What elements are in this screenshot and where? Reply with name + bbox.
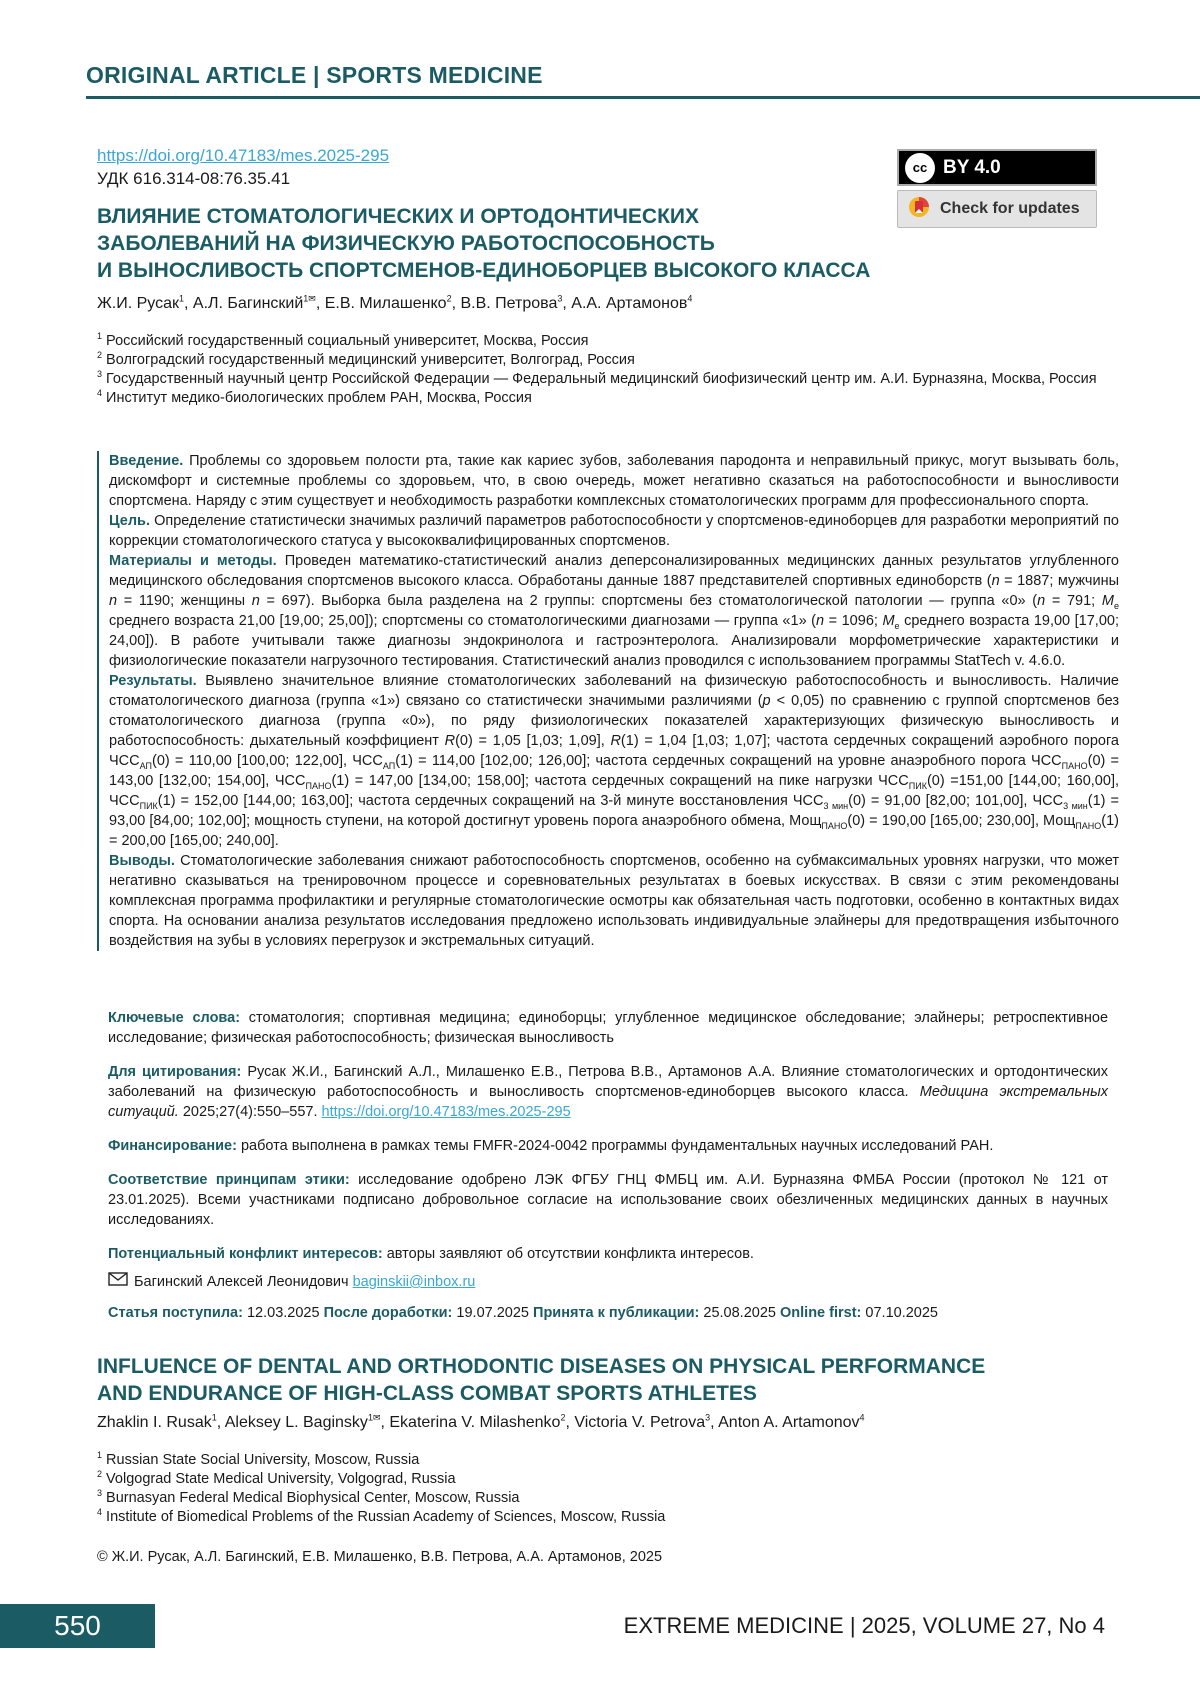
affil-num: 1 bbox=[97, 1450, 103, 1461]
keywords-text: стоматология; спортивная медицина; единоборцы; углубленное медицинское обследование; элайнеры; ретроспективное исследование; физическая работоспособность; физическая выносливость bbox=[108, 1010, 1109, 1046]
affil-num: 2 bbox=[97, 1469, 103, 1480]
hr-sub: ПИК bbox=[139, 800, 158, 811]
author-sep: , bbox=[315, 295, 325, 312]
contact-email-link[interactable]: baginskii@inbox.ru bbox=[352, 1274, 476, 1290]
affil-text: Волгоградский государственный медицинский университет, Волгоград, Россия bbox=[106, 352, 635, 368]
page-number: 550 bbox=[0, 1604, 155, 1648]
intro-label: Введение. bbox=[109, 453, 184, 469]
affil-text: Russian State Social University, Moscow, Russia bbox=[106, 1452, 420, 1468]
contact-name: Багинский Алексей Леонидович bbox=[134, 1274, 349, 1290]
n-symbol: n bbox=[109, 593, 118, 609]
abstract-aim bbox=[109, 511, 1119, 551]
median-sub: e bbox=[894, 620, 900, 631]
author-name: Ekaterina V. Milashenko bbox=[389, 1414, 561, 1431]
ethics bbox=[108, 1170, 1108, 1230]
affil-num: 4 bbox=[97, 388, 103, 399]
authors-en bbox=[97, 1414, 865, 1432]
author-affil-mark: 3 bbox=[557, 293, 563, 304]
author-name: В.В. Петрова bbox=[460, 295, 558, 312]
methods-text: = 1096; bbox=[824, 613, 883, 629]
check-updates-label: Check for updates bbox=[940, 200, 1080, 217]
keywords-label: Ключевые слова: bbox=[108, 1010, 241, 1026]
journal-name: EXTREME MEDICINE bbox=[623, 1613, 844, 1638]
cc-license-badge[interactable] bbox=[897, 149, 1097, 186]
aim-label: Цель. bbox=[109, 513, 150, 529]
affiliation bbox=[97, 1508, 1107, 1527]
results-text: (0) =151,00 [144,00; 160,00], ЧСС bbox=[109, 773, 1119, 809]
affiliation bbox=[97, 332, 1107, 351]
n-symbol: n bbox=[251, 593, 260, 609]
hr-sub: 3 мин bbox=[1063, 800, 1088, 811]
results-text: (1) = 114,00 [102,00; 126,00]; частота сердечных сокращений на уровне анаэробного порога ЧСС bbox=[395, 753, 1062, 769]
affil-num: 4 bbox=[97, 1507, 103, 1518]
methods-text: = 1190; женщины bbox=[117, 593, 252, 609]
affiliation bbox=[97, 389, 1107, 408]
results-text: < 0,05) по сравнению с группой спортсменов без стоматологического диагноза (группа «0»), по ряду физиологических показателей характеризующих физическую выносливость и работоспособность: дыхательный коэффициент bbox=[109, 693, 1119, 749]
journal-issue: | 2025, VOLUME 27, No 4 bbox=[843, 1613, 1105, 1638]
conclusions-text: Стоматологические заболевания снижают работоспособность спортсменов, особенно на субмаксимальных уровнях нагрузки, что может негативно сказываться на тренировочном процессе и соревновательных результатах в боевых искусствах. В связи с этим рекомендованы комплексная программа профилактики и регулярные стоматологические осмотры как обязательная часть подготовки, особенно в контактных видах спорта. На основании анализа результатов исследования предложено использовать индивидуальные элайнеры для предотвращения избыточного воздействия на зубы в условиях перегрузок и экстремальных ситуаций. bbox=[109, 853, 1119, 949]
affil-num: 3 bbox=[97, 1488, 103, 1499]
funding bbox=[108, 1136, 1108, 1156]
affil-text: Volgograd State Medical University, Volgograd, Russia bbox=[106, 1471, 456, 1487]
author-sep: , bbox=[380, 1414, 390, 1431]
authors-ru bbox=[97, 295, 692, 313]
author-name: Anton A. Artamonov bbox=[718, 1414, 860, 1431]
author-sep: , bbox=[216, 1414, 225, 1431]
affil-text: Burnasyan Federal Medical Biophysical Center, Moscow, Russia bbox=[106, 1490, 520, 1506]
results-text: (0) = 110,00 [100,00; 122,00], ЧСС bbox=[151, 753, 383, 769]
affil-num: 3 bbox=[97, 369, 103, 380]
keywords bbox=[108, 1008, 1108, 1048]
hr-sub: ПАНО bbox=[305, 780, 332, 791]
methods-label: Материалы и методы. bbox=[109, 553, 277, 569]
affil-num: 2 bbox=[97, 350, 103, 361]
conflict bbox=[108, 1244, 1108, 1264]
ethics-text: исследование одобрено ЛЭК ФГБУ ГНЦ ФМБЦ им. А.И. Бурназяна ФМБА России (протокол № 121 от 23.01.2025). Всеми участниками подписано добровольное согласие на использование своих обезличенных медицинских данных в научных исследованиях. bbox=[108, 1172, 1108, 1228]
author-affil-mark: 1 bbox=[211, 1412, 217, 1423]
hr-sub: АП bbox=[382, 760, 396, 771]
author-affil-mark: 2 bbox=[446, 293, 452, 304]
author-name: Aleksey L. Baginsky bbox=[224, 1414, 368, 1431]
author-sep: , bbox=[565, 1414, 575, 1431]
title-line: ЗАБОЛЕВАНИЙ НА ФИЗИЧЕСКУЮ РАБОТОСПОСОБНОСТЬ bbox=[97, 232, 715, 255]
author-sep: , bbox=[184, 295, 193, 312]
copyright: © Ж.И. Русак, А.Л. Багинский, Е.В. Милашенко, В.В. Петрова, А.А. Артамонов, 2025 bbox=[97, 1549, 663, 1565]
hr-sub: ПАНО bbox=[1061, 760, 1088, 771]
title-line: ВЛИЯНИЕ СТОМАТОЛОГИЧЕСКИХ И ОРТОДОНТИЧЕСКИХ bbox=[97, 205, 700, 228]
section-header: ORIGINAL ARTICLE | SPORTS MEDICINE bbox=[86, 62, 543, 88]
article-title-en bbox=[97, 1353, 1097, 1407]
affil-num: 1 bbox=[97, 331, 103, 342]
methods-text: Проведен математико-статистический анализ деперсонализированных медицинских данных результатов углубленного медицинского обследования спортсменов высокого класса. Обработаны данные 1887 представителей спортивных единоборств ( bbox=[109, 553, 1119, 589]
license-label: BY 4.0 bbox=[943, 156, 1001, 178]
author-sep: , bbox=[710, 1414, 719, 1431]
author-affil-mark: 3 bbox=[705, 1412, 711, 1423]
author-affil-mark: 1✉ bbox=[303, 293, 316, 304]
title-line: И ВЫНОСЛИВОСТЬ СПОРТСМЕНОВ-ЕДИНОБОРЦЕВ ВЫСОКОГО КЛАССА bbox=[97, 259, 871, 282]
affiliations-en bbox=[97, 1451, 1107, 1527]
doi-link[interactable]: https://doi.org/10.47183/mes.2025-295 bbox=[97, 146, 390, 165]
median-sub: e bbox=[1113, 600, 1119, 611]
title-line: AND ENDURANCE OF HIGH-CLASS COMBAT SPORTS ATHLETES bbox=[97, 1382, 757, 1405]
affiliation bbox=[97, 1451, 1107, 1470]
ethics-label: Соответствие принципам этики: bbox=[108, 1172, 350, 1188]
n-symbol: n bbox=[816, 613, 825, 629]
results-text: (1) = 1,04 [1,03; 1,07]; частота сердечных сокращений аэробного порога ЧСС bbox=[109, 733, 1119, 769]
abstract-methods bbox=[109, 551, 1119, 671]
citation bbox=[108, 1062, 1108, 1122]
journal-footer bbox=[624, 1613, 1105, 1639]
funding-text: работа выполнена в рамках темы FMFR-2024-0042 программы фундаментальных научных исследований РАН. bbox=[240, 1138, 994, 1154]
results-text: (1) = 200,00 [165,00; 240,00]. bbox=[109, 813, 1119, 849]
results-label: Результаты. bbox=[109, 673, 197, 689]
abstract-results bbox=[109, 671, 1119, 851]
author-name: Ж.И. Русак bbox=[97, 295, 179, 312]
revised-date: 19.07.2025 bbox=[456, 1305, 529, 1321]
author-affil-mark: 2 bbox=[560, 1412, 566, 1423]
affiliations-ru bbox=[97, 332, 1107, 408]
methods-text: = 791; bbox=[1045, 593, 1102, 609]
methods-text: среднего возраста 21,00 [19,00; 25,00]); спортсмены со стоматологическими диагнозами — группа «1» ( bbox=[109, 613, 816, 629]
author-name: Е.В. Милашенко bbox=[324, 295, 447, 312]
funding-label: Финансирование: bbox=[108, 1138, 237, 1154]
citation-text: Русак Ж.И., Багинский А.Л., Милашенко Е.В., Петрова В.В., Артамонов А.А. Влияние стоматологических и ортодонтических заболеваний на физическую работоспособность и выносливость спортсменов-единоборцев высокого класса. bbox=[108, 1064, 1109, 1100]
affiliation bbox=[97, 1470, 1107, 1489]
methods-text: = 697). Выборка была разделена на 2 группы: спортсмены без стоматологической патологии — группа «0» ( bbox=[259, 593, 1038, 609]
results-text: (1) = 147,00 [134,00; 158,00]; частота сердечных сокращений на пике нагрузки ЧСС bbox=[331, 773, 909, 789]
author-affil-mark: 1 bbox=[179, 293, 185, 304]
cc-icon: cc bbox=[905, 153, 935, 183]
online-label: Online first: bbox=[780, 1305, 862, 1321]
author-name: А.А. Артамонов bbox=[571, 295, 688, 312]
udk-code: УДК 616.314-08:76.35.41 bbox=[97, 169, 291, 188]
online-date: 07.10.2025 bbox=[865, 1305, 938, 1321]
results-text: Выявлено значительное влияние стоматологических заболеваний на физическую работоспособность и выносливость. Наличие стоматологического диагноза (группа «1») связано со статистически значимыми различиями ( bbox=[109, 673, 1119, 709]
conflict-text: авторы заявляют об отсутствии конфликта интересов. bbox=[386, 1246, 754, 1262]
median-symbol: M bbox=[882, 613, 895, 629]
article-title-ru bbox=[97, 203, 957, 284]
affil-text: Institute of Biomedical Problems of the Russian Academy of Sciences, Moscow, Russia bbox=[106, 1509, 666, 1525]
affiliation bbox=[97, 370, 1107, 389]
revised-label: После доработки: bbox=[323, 1305, 453, 1321]
affil-text: Российский государственный социальный университет, Москва, Россия bbox=[106, 333, 589, 349]
aim-text: Определение статистически значимых различий параметров работоспособности у спортсменов-единоборцев для разработки мероприятий по коррекции стоматологического статуса у высококвалифицированных спортсменов. bbox=[109, 513, 1119, 549]
results-text: (0) = 1,05 [1,03; 1,09], bbox=[455, 733, 611, 749]
conclusions-label: Выводы. bbox=[109, 853, 175, 869]
author-sep: , bbox=[562, 295, 572, 312]
contact bbox=[108, 1272, 1108, 1292]
n-symbol: n bbox=[1037, 593, 1046, 609]
citation-doi-link[interactable]: https://doi.org/10.47183/mes.2025-295 bbox=[321, 1104, 571, 1120]
author-affil-mark: 4 bbox=[687, 293, 693, 304]
abstract-intro bbox=[109, 451, 1119, 511]
p-symbol: p bbox=[762, 693, 771, 709]
r-symbol: R bbox=[444, 733, 456, 749]
results-text: (0) = 91,00 [82,00; 101,00], ЧСС bbox=[848, 793, 1064, 809]
author-name: Victoria V. Petrova bbox=[574, 1414, 706, 1431]
intro-text: Проблемы со здоровьем полости рта, такие как кариес зубов, заболевания пародонта и неправильный прикус, могут вызывать боль, дискомфорт и системные проблемы со здоровьем, что, в свою очередь, может негативно сказаться на работоспособности и выносливости спортсмена. Наряду с этим существует и необходимость разработки комплексных стоматологических программ для профессионального спорта. bbox=[109, 453, 1120, 509]
results-text: (0) = 143,00 [132,00; 154,00], ЧСС bbox=[109, 753, 1120, 789]
power-sub: ПАНО bbox=[1075, 820, 1102, 831]
hr-sub: ПИК bbox=[908, 780, 927, 791]
received-date: 12.03.2025 bbox=[246, 1305, 320, 1321]
hr-sub: АП bbox=[139, 760, 152, 771]
author-affil-mark: 1✉ bbox=[367, 1412, 381, 1423]
methods-text: среднего возраста 19,00 [17,00; 24,00]). В работе учитывали также диагнозы эндокринолога и гастроэнтеролога. Анализировали морфометрические характеристики и физиологические показатели нагрузочного тестирования. Статистический анализ проводился с использованием программы StatTech v. 4.6.0. bbox=[109, 613, 1119, 669]
title-line: INFLUENCE OF DENTAL AND ORTHODONTIC DISEASES ON PHYSICAL PERFORMANCE bbox=[97, 1355, 986, 1378]
affil-text: Государственный научный центр Российской Федерации — Федеральный медицинский биофизический центр им. А.И. Бурназяна, Москва, Россия bbox=[106, 371, 1097, 387]
envelope-icon bbox=[108, 1272, 128, 1292]
affiliation bbox=[97, 1489, 1107, 1508]
n-symbol: n bbox=[991, 573, 1000, 589]
accepted-date: 25.08.2025 bbox=[703, 1305, 776, 1321]
received-label: Статья поступила: bbox=[108, 1305, 243, 1321]
affil-text: Институт медико-биологических проблем РАН, Москва, Россия bbox=[106, 390, 532, 406]
author-name: А.Л. Багинский bbox=[192, 295, 304, 312]
results-text: (1) = 152,00 [144,00; 163,00]; частота сердечных сокращений на 3-й минуте восстановления ЧСС bbox=[157, 793, 824, 809]
hr-sub: 3 мин bbox=[823, 800, 849, 811]
conflict-label: Потенциальный конфликт интересов: bbox=[108, 1246, 383, 1262]
author-sep: , bbox=[451, 295, 461, 312]
results-text: (1) = 93,00 [84,00; 102,00]; мощность ступени, на которой достигнут уровень порога анаэробного обмена, Мощ bbox=[109, 793, 1119, 829]
results-text: (0) = 190,00 [165,00; 230,00], Мощ bbox=[847, 813, 1076, 829]
methods-text: = 1887; мужчины bbox=[999, 573, 1120, 589]
affiliation bbox=[97, 351, 1107, 370]
citation-tail: 2025;27(4):550–557. bbox=[178, 1104, 322, 1120]
r-symbol: R bbox=[610, 733, 621, 749]
author-affil-mark: 4 bbox=[859, 1412, 865, 1423]
median-symbol: M bbox=[1101, 593, 1114, 609]
accepted-label: Принята к публикации: bbox=[533, 1305, 700, 1321]
article-dates bbox=[108, 1303, 1108, 1323]
header-rule bbox=[86, 96, 1200, 99]
abstract-ru bbox=[97, 451, 1119, 951]
citation-label: Для цитирования: bbox=[108, 1064, 242, 1080]
abstract-conclusions bbox=[109, 851, 1119, 951]
power-sub: ПАНО bbox=[821, 820, 848, 831]
author-name: Zhaklin I. Rusak bbox=[97, 1414, 212, 1431]
citation-journal: Медицина экстремальных ситуаций. bbox=[108, 1084, 1108, 1120]
